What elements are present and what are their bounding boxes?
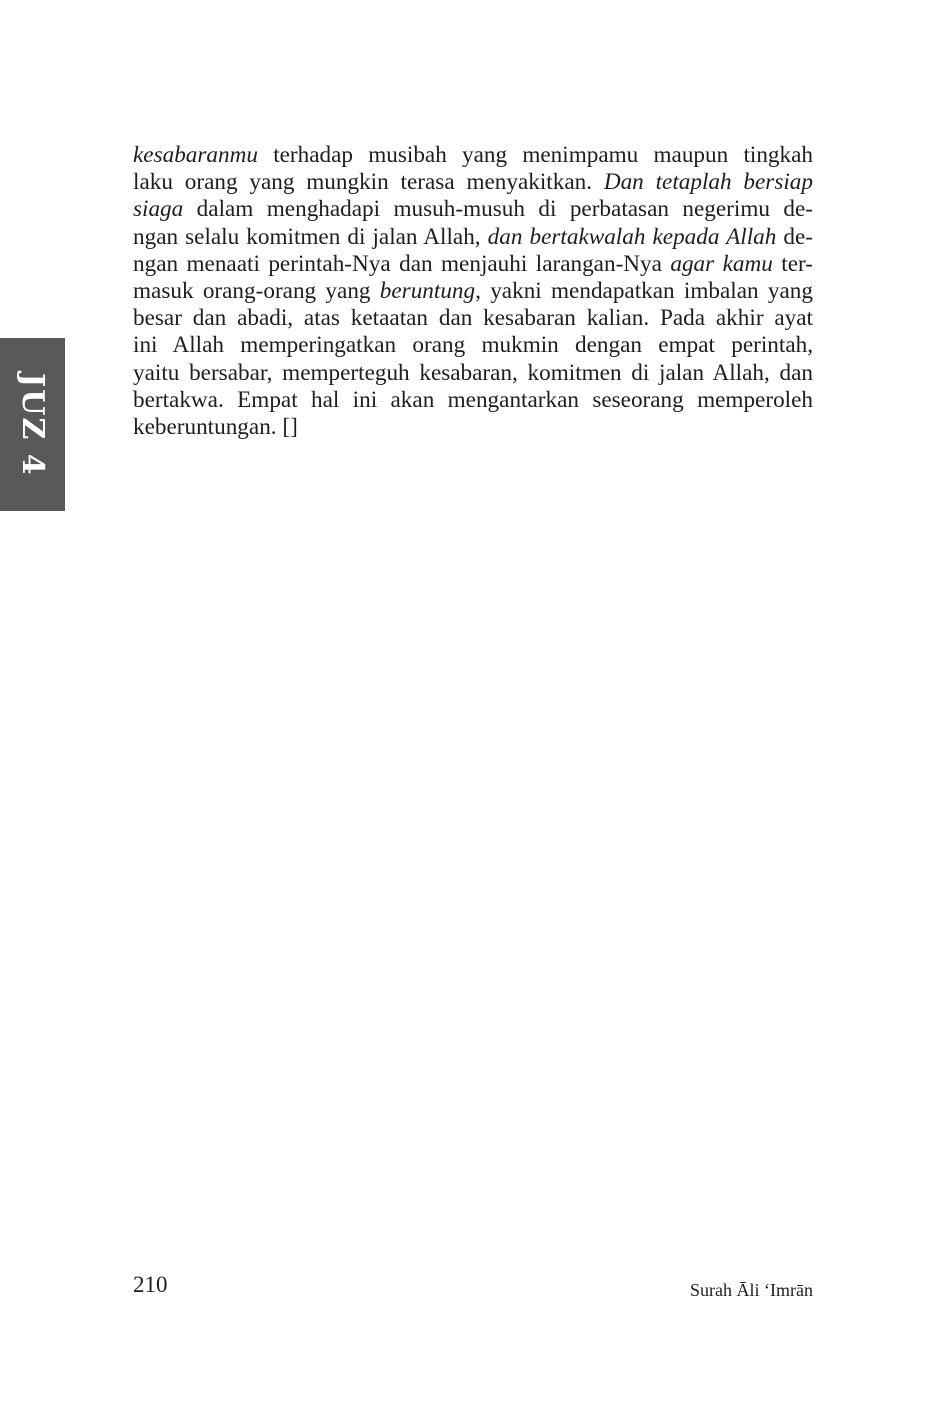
italic-segment: Dan tetaplah bersiap [603,169,813,196]
text-segment: ter- [772,250,813,277]
text-line [133,332,813,359]
text-segment: terhadap musibah yang menimpamu maupun tingkah [257,142,813,168]
juz-label: JUZ 4 [15,372,50,477]
italic-segment: kesabaranmu [133,142,258,168]
text-line [133,224,813,251]
text-line [133,169,813,196]
italic-segment: siaga [133,196,184,223]
text-segment: besar dan abadi, atas ketaatan dan kesabaran kalian. Pada akhir ayat [133,305,813,332]
text-segment: masuk orang-orang yang [133,278,380,305]
text-segment: dalam menghadapi musuh-musuh di perbatasan negerimu de- [183,196,813,223]
text-segment: yakni mendapatkan imbalan yang [480,278,813,305]
text-segment: yaitu bersabar, memperteguh kesabaran, komitmen di jalan Allah, dan [133,359,813,386]
text-line [133,414,813,441]
italic-segment: beruntung, [379,278,481,305]
running-footer-surah: Surah Āli ‘Imrān [690,1280,813,1300]
text-segment: de- [776,223,813,250]
italic-segment: agar kamu [670,250,773,277]
text-line [133,196,813,223]
text-line [133,251,813,278]
italic-segment: dan bertakwalah kepada Allah [487,223,777,250]
text-line [133,278,813,305]
text-line [133,142,813,169]
text-segment: bertakwa. Empat hal ini akan mengantarkan seseorang memperoleh [133,386,813,413]
text-segment: ngan selalu komitmen di jalan Allah, [133,223,488,250]
text-line [133,387,813,414]
text-line [133,305,813,332]
juz-side-tab [0,338,65,511]
text-segment: ini Allah memperingatkan orang mukmin dengan empat perintah, [133,332,813,359]
text-segment: keberuntungan. [] [133,414,298,441]
body-paragraph [133,142,813,441]
text-segment: laku orang yang mungkin terasa menyakitkan. [133,169,604,196]
text-line [133,360,813,387]
text-segment: ngan menaati perintah-Nya dan menjauhi larangan-Nya [133,250,671,277]
page-number: 210 [133,1272,168,1297]
